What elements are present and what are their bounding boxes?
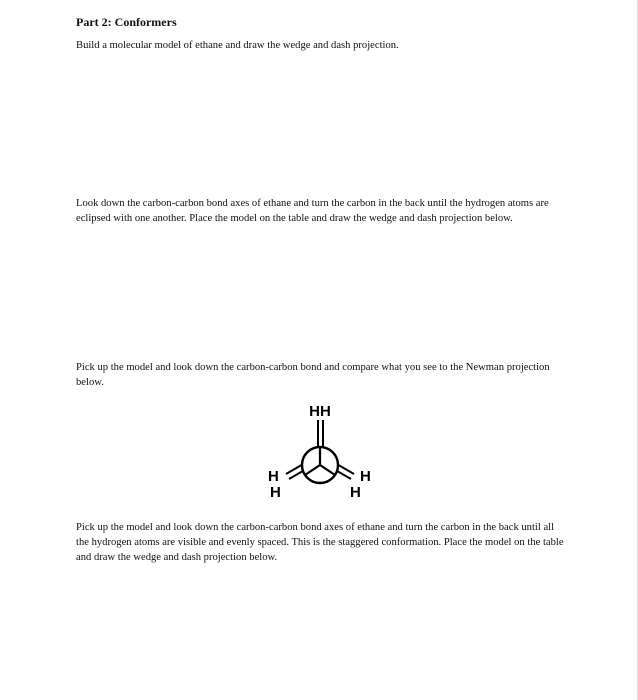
part-heading: Part 2: Conformers: [76, 15, 177, 29]
hydrogen-label-left-lower: H: [270, 484, 281, 501]
instruction-paragraph-1: Build a molecular model of ethane and draw the wedge and dash projection.: [76, 40, 399, 51]
newman-projection: [250, 398, 390, 508]
hydrogen-label-top: HH: [309, 403, 331, 420]
instruction-paragraph-4: Pick up the model and look down the carbon-carbon bond axes of ethane and turn the carbon in the back until all the hydrogen atoms are visible and evenly spaced. This is the staggered conformation. Place the model on the table and draw the wedge and dash projection below.: [76, 522, 564, 563]
hydrogen-label-right-lower: H: [350, 484, 361, 501]
hydrogen-label-right-upper: H: [360, 468, 371, 485]
hydrogen-label-left-upper: H: [268, 468, 279, 485]
instruction-paragraph-2: Look down the carbon-carbon bond axes of ethane and turn the carbon in the back until the hydrogen atoms are eclipsed with one another. Place the model on the table and draw the wedge and dash projection below.: [76, 198, 549, 224]
instruction-paragraph-3: Pick up the model and look down the carbon-carbon bond and compare what you see to the Newman projection below.: [76, 362, 550, 388]
